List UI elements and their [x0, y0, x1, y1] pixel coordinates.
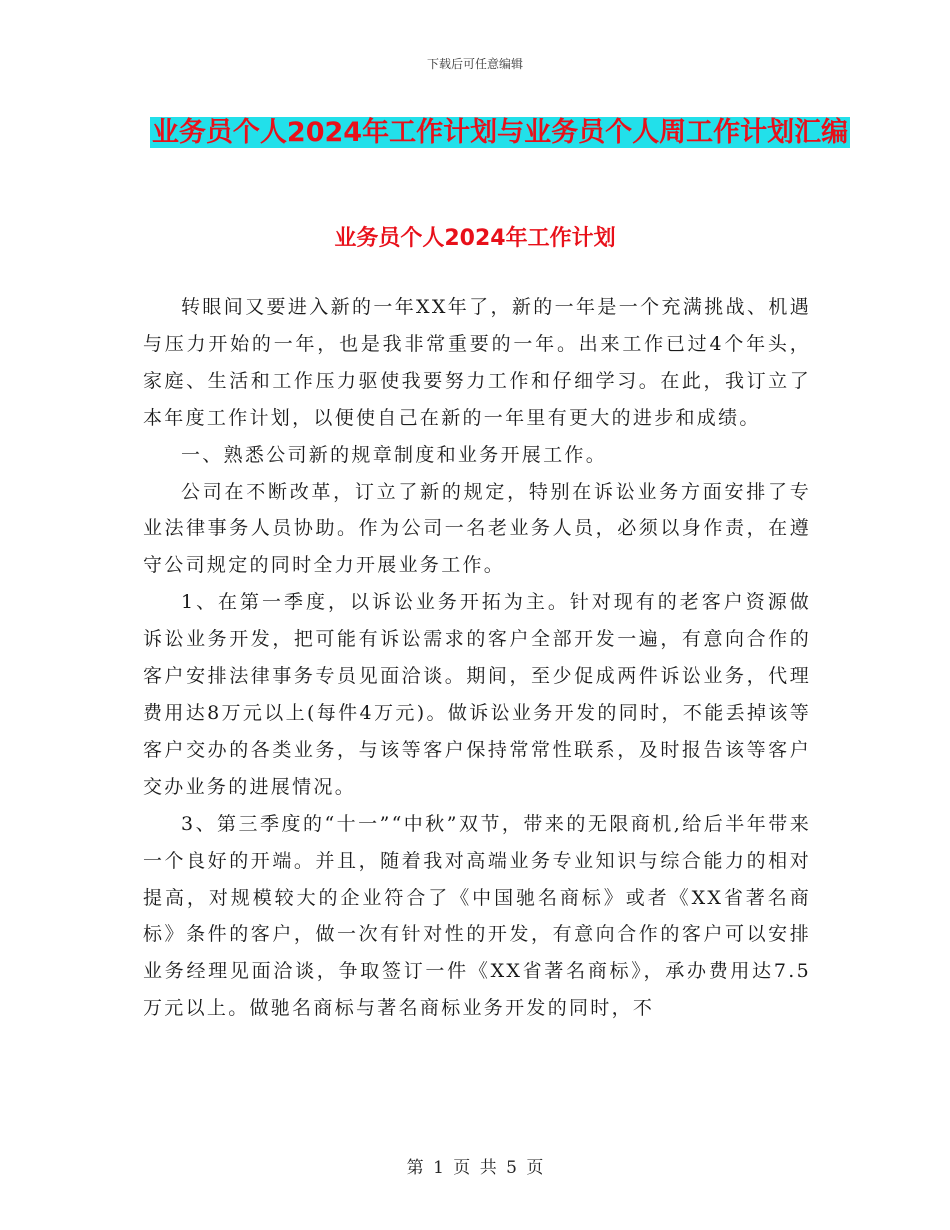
- document-title-text: 业务员个人2024年工作计划与业务员个人周工作计划汇编: [151, 117, 849, 148]
- document-body: [143, 289, 811, 1027]
- paragraph: 转眼间又要进入新的一年XX年了，新的一年是一个充满挑战、机遇与压力开始的一年，也是我非常重要的一年。出来工作已过4个年头，家庭、生活和工作压力驱使我要努力工作和仔细学习。在此，我订立了本年度工作计划，以便使自己在新的一年里有更大的进步和成绩。: [143, 296, 811, 429]
- paragraph: 公司在不断改革，订立了新的规定，特别在诉讼业务方面安排了专业法律事务人员协助。作为公司一名老业务人员，必须以身作责，在遵守公司规定的同时全力开展业务工作。: [143, 480, 811, 577]
- page-header-note: 下载后可任意编辑: [426, 57, 523, 71]
- page-number: 第 1 页 共 5 页: [406, 1158, 544, 1178]
- paragraph: 3、第三季度的“十一”“中秋”双节，带来的无限商机,给后半年带来一个良好的开端。并且，随着我对高端业务专业知识与综合能力的相对提高，对规模较大的企业符合了《中国驰名商标》或者《XX省著名商标》条件的客户，做一次有针对性的开发，有意向合作的客户可以安排业务经理见面洽谈，争取签订一件《XX省著名商标》，承办费用达7.5万元以上。做驰名商标与著名商标业务开发的同时，不: [143, 812, 811, 1020]
- paragraph: 一、熟悉公司新的规章制度和业务开展工作。: [181, 443, 608, 466]
- paragraph: 1、在第一季度，以诉讼业务开拓为主。针对现有的老客户资源做诉讼业务开发，把可能有诉讼需求的客户全部开发一遍，有意向合作的客户安排法律事务专员见面洽谈。期间，至少促成两件诉讼业务，代理费用达8万元以上(每件4万元)。做诉讼业务开发的同时，不能丢掉该等客户交办的各类业务，与该等客户保持常常性联系，及时报告该等客户交办业务的进展情况。: [143, 591, 811, 798]
- section-title: 业务员个人2024年工作计划: [334, 226, 616, 251]
- document-title: [140, 110, 860, 156]
